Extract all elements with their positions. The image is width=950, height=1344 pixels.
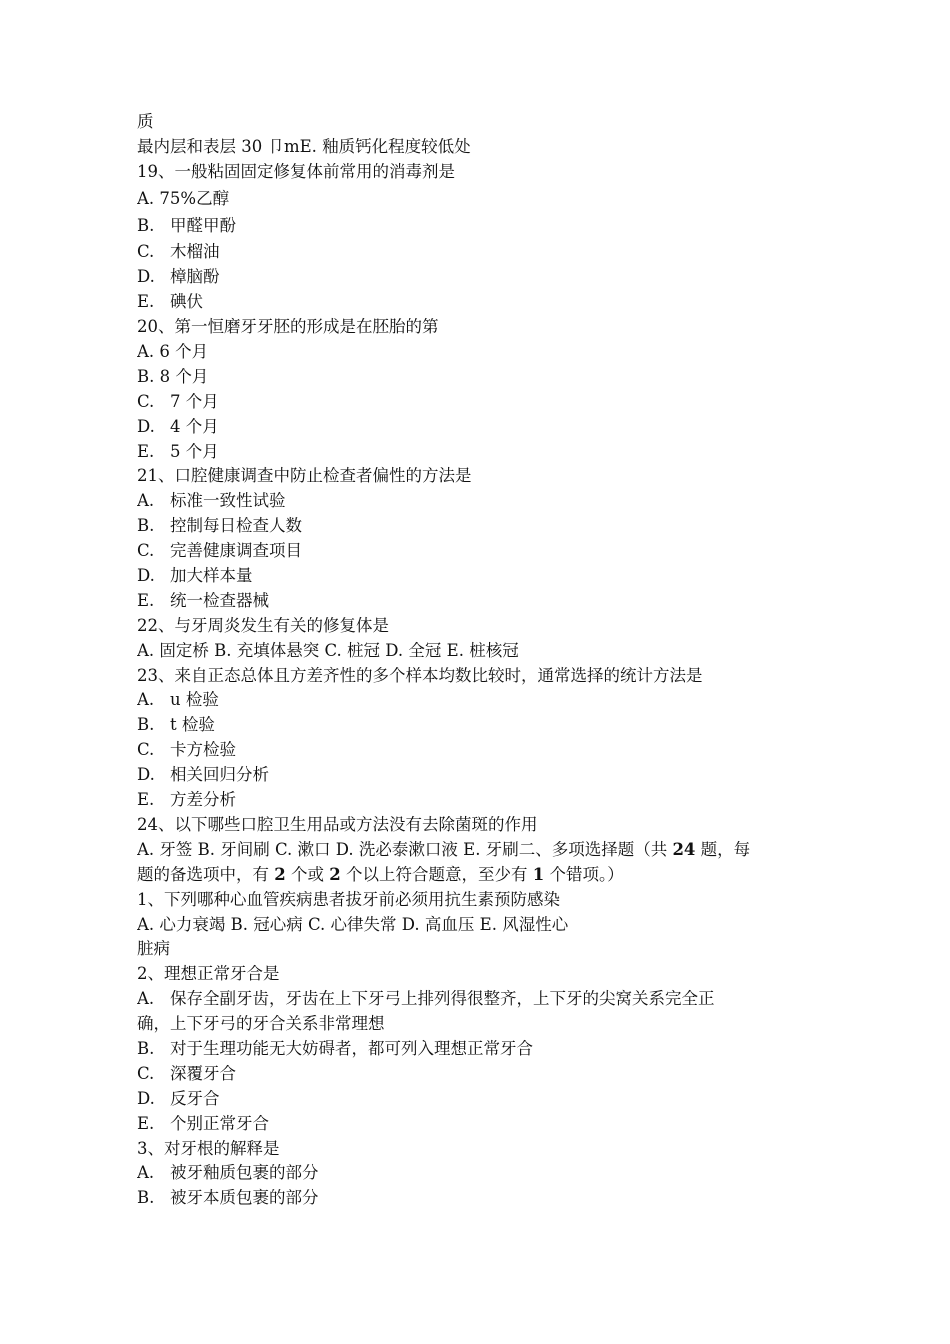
bold-number: 2: [274, 864, 286, 884]
multi-question-1: 1、下列哪种心血管疾病患者拔牙前必须用抗生素预防感染: [137, 889, 560, 909]
option-b: [137, 1037, 817, 1062]
option-letter: C.: [137, 391, 155, 411]
option-letter: A.: [137, 491, 155, 511]
bold-number: 1: [532, 864, 545, 884]
option-c: [137, 390, 817, 415]
text-span: A. 牙签 B. 牙间刷 C. 漱口 D. 洗必泰漱口液 E. 牙刷二、多项选择题（共: [137, 839, 673, 859]
text-line: 最内层和表层 30 卩mE. 釉质钙化程度较低处: [137, 136, 471, 156]
option-text: 加大样本量: [170, 566, 253, 586]
option-letter: A.: [137, 989, 155, 1009]
option-text: 统一检查器械: [170, 590, 269, 610]
text-line: 质: [137, 112, 154, 131]
option-letter: B.: [137, 715, 155, 735]
options-inline: A. 固定桥 B. 充填体悬突 C. 桩冠 D. 全冠 E. 桩核冠: [137, 640, 519, 660]
option-b: [137, 713, 817, 738]
option-b: [137, 1186, 817, 1211]
option-letter: D.: [137, 566, 155, 586]
text-span: 个错项。）: [544, 864, 624, 884]
option-d: [137, 1087, 817, 1112]
option-letter: C.: [137, 740, 155, 760]
bold-number: 24: [672, 839, 696, 859]
option-text: 被牙釉质包裹的部分: [170, 1163, 319, 1183]
option-text: 碘伏: [170, 292, 203, 312]
option-letter: D.: [137, 267, 155, 287]
option-text: 深覆牙合: [170, 1063, 236, 1083]
option-letter: C.: [137, 1063, 155, 1083]
option-letter: E.: [137, 590, 155, 610]
option-letter: E.: [137, 292, 155, 312]
option-letter: B.: [137, 1188, 155, 1208]
option-d: [137, 763, 817, 788]
option-letter: D.: [137, 1088, 155, 1108]
option-c: [137, 1062, 817, 1087]
option-letter: A.: [137, 1163, 155, 1183]
multi-question-2: 2、理想正常牙合是: [137, 964, 280, 984]
option-letter: E.: [137, 441, 155, 461]
option-text: 卡方检验: [170, 740, 236, 760]
option-text: 保存全副牙齿，牙齿在上下牙弓上排列得很整齐，上下牙的尖窝关系完全正: [170, 989, 715, 1009]
bold-number: 2: [329, 864, 341, 884]
text-span: 题的备选项中，有: [137, 864, 275, 884]
option-letter: C.: [137, 541, 155, 561]
option-e: [137, 589, 817, 614]
option-text: t 检验: [170, 715, 215, 735]
option-c: [137, 539, 817, 564]
options-continuation: 脏病: [137, 939, 170, 959]
option-b: [137, 514, 817, 539]
option-text: u 检验: [170, 690, 219, 710]
option-text: 4 个月: [170, 416, 219, 436]
option-text: 控制每日检查人数: [170, 516, 302, 536]
option-letter: E.: [137, 790, 155, 810]
option-a: A. 75%乙醇: [137, 188, 230, 208]
option-text: 相关回归分析: [170, 765, 269, 785]
option-letter: B.: [137, 1038, 155, 1058]
option-b: [137, 214, 817, 239]
option-letter: C.: [137, 242, 155, 262]
option-letter: E.: [137, 1113, 155, 1133]
question-19: 19、一般粘固固定修复体前常用的消毒剂是: [137, 161, 455, 181]
option-text: 方差分析: [170, 790, 236, 810]
option-a: [137, 1161, 817, 1186]
question-24: 24、以下哪些口腔卫生用品或方法没有去除菌斑的作用: [137, 814, 538, 834]
multi-question-3: 3、对牙根的解释是: [137, 1138, 280, 1158]
option-letter: D.: [137, 416, 155, 436]
option-text: 反牙合: [170, 1088, 220, 1108]
option-letter: B.: [137, 215, 155, 235]
option-text: 樟脑酚: [170, 267, 220, 287]
question-20: 20、第一恒磨牙牙胚的形成是在胚胎的第: [137, 317, 439, 337]
option-text: 7 个月: [170, 391, 219, 411]
text-span: 题，每: [695, 839, 751, 859]
text-span: 个或: [285, 864, 330, 884]
option-text: 甲醛甲酚: [170, 215, 236, 235]
option-a: [137, 987, 817, 1012]
option-a: [137, 489, 817, 514]
option-e: [137, 1112, 817, 1137]
option-text: 标准一致性试验: [170, 491, 286, 511]
question-22: 22、与牙周炎发生有关的修复体是: [137, 615, 389, 635]
option-b: B. 8 个月: [137, 366, 209, 386]
option-a: A. 6 个月: [137, 342, 209, 362]
option-text: 个别正常牙合: [170, 1113, 269, 1133]
question-21: 21、口腔健康调查中防止检查者偏性的方法是: [137, 466, 472, 486]
option-c: [137, 738, 817, 763]
question-23: 23、来自正态总体且方差齐性的多个样本均数比较时，通常选择的统计方法是: [137, 665, 703, 685]
section-instructions: [137, 863, 817, 888]
option-letter: A.: [137, 690, 155, 710]
option-d: [137, 564, 817, 589]
option-text: 木榴油: [170, 242, 220, 262]
option-c: [137, 240, 817, 265]
option-text: 对于生理功能无大妨碍者，都可列入理想正常牙合: [170, 1038, 533, 1058]
option-a-continuation: 确，上下牙弓的牙合关系非常理想: [137, 1014, 385, 1034]
option-d: [137, 415, 817, 440]
option-letter: D.: [137, 765, 155, 785]
option-a: [137, 688, 817, 713]
option-d: [137, 265, 817, 290]
options-inline: A. 心力衰竭 B. 冠心病 C. 心律失常 D. 高血压 E. 风湿性心: [137, 914, 569, 934]
option-e: [137, 290, 817, 315]
option-letter: B.: [137, 516, 155, 536]
option-text: 被牙本质包裹的部分: [170, 1188, 319, 1208]
document-page: [137, 110, 817, 1211]
option-text: 5 个月: [170, 441, 219, 461]
option-e: [137, 788, 817, 813]
options-inline: [137, 838, 817, 863]
text-span: 个以上符合题意，至少有: [340, 864, 533, 884]
option-e: [137, 440, 817, 465]
option-text: 完善健康调查项目: [170, 541, 302, 561]
